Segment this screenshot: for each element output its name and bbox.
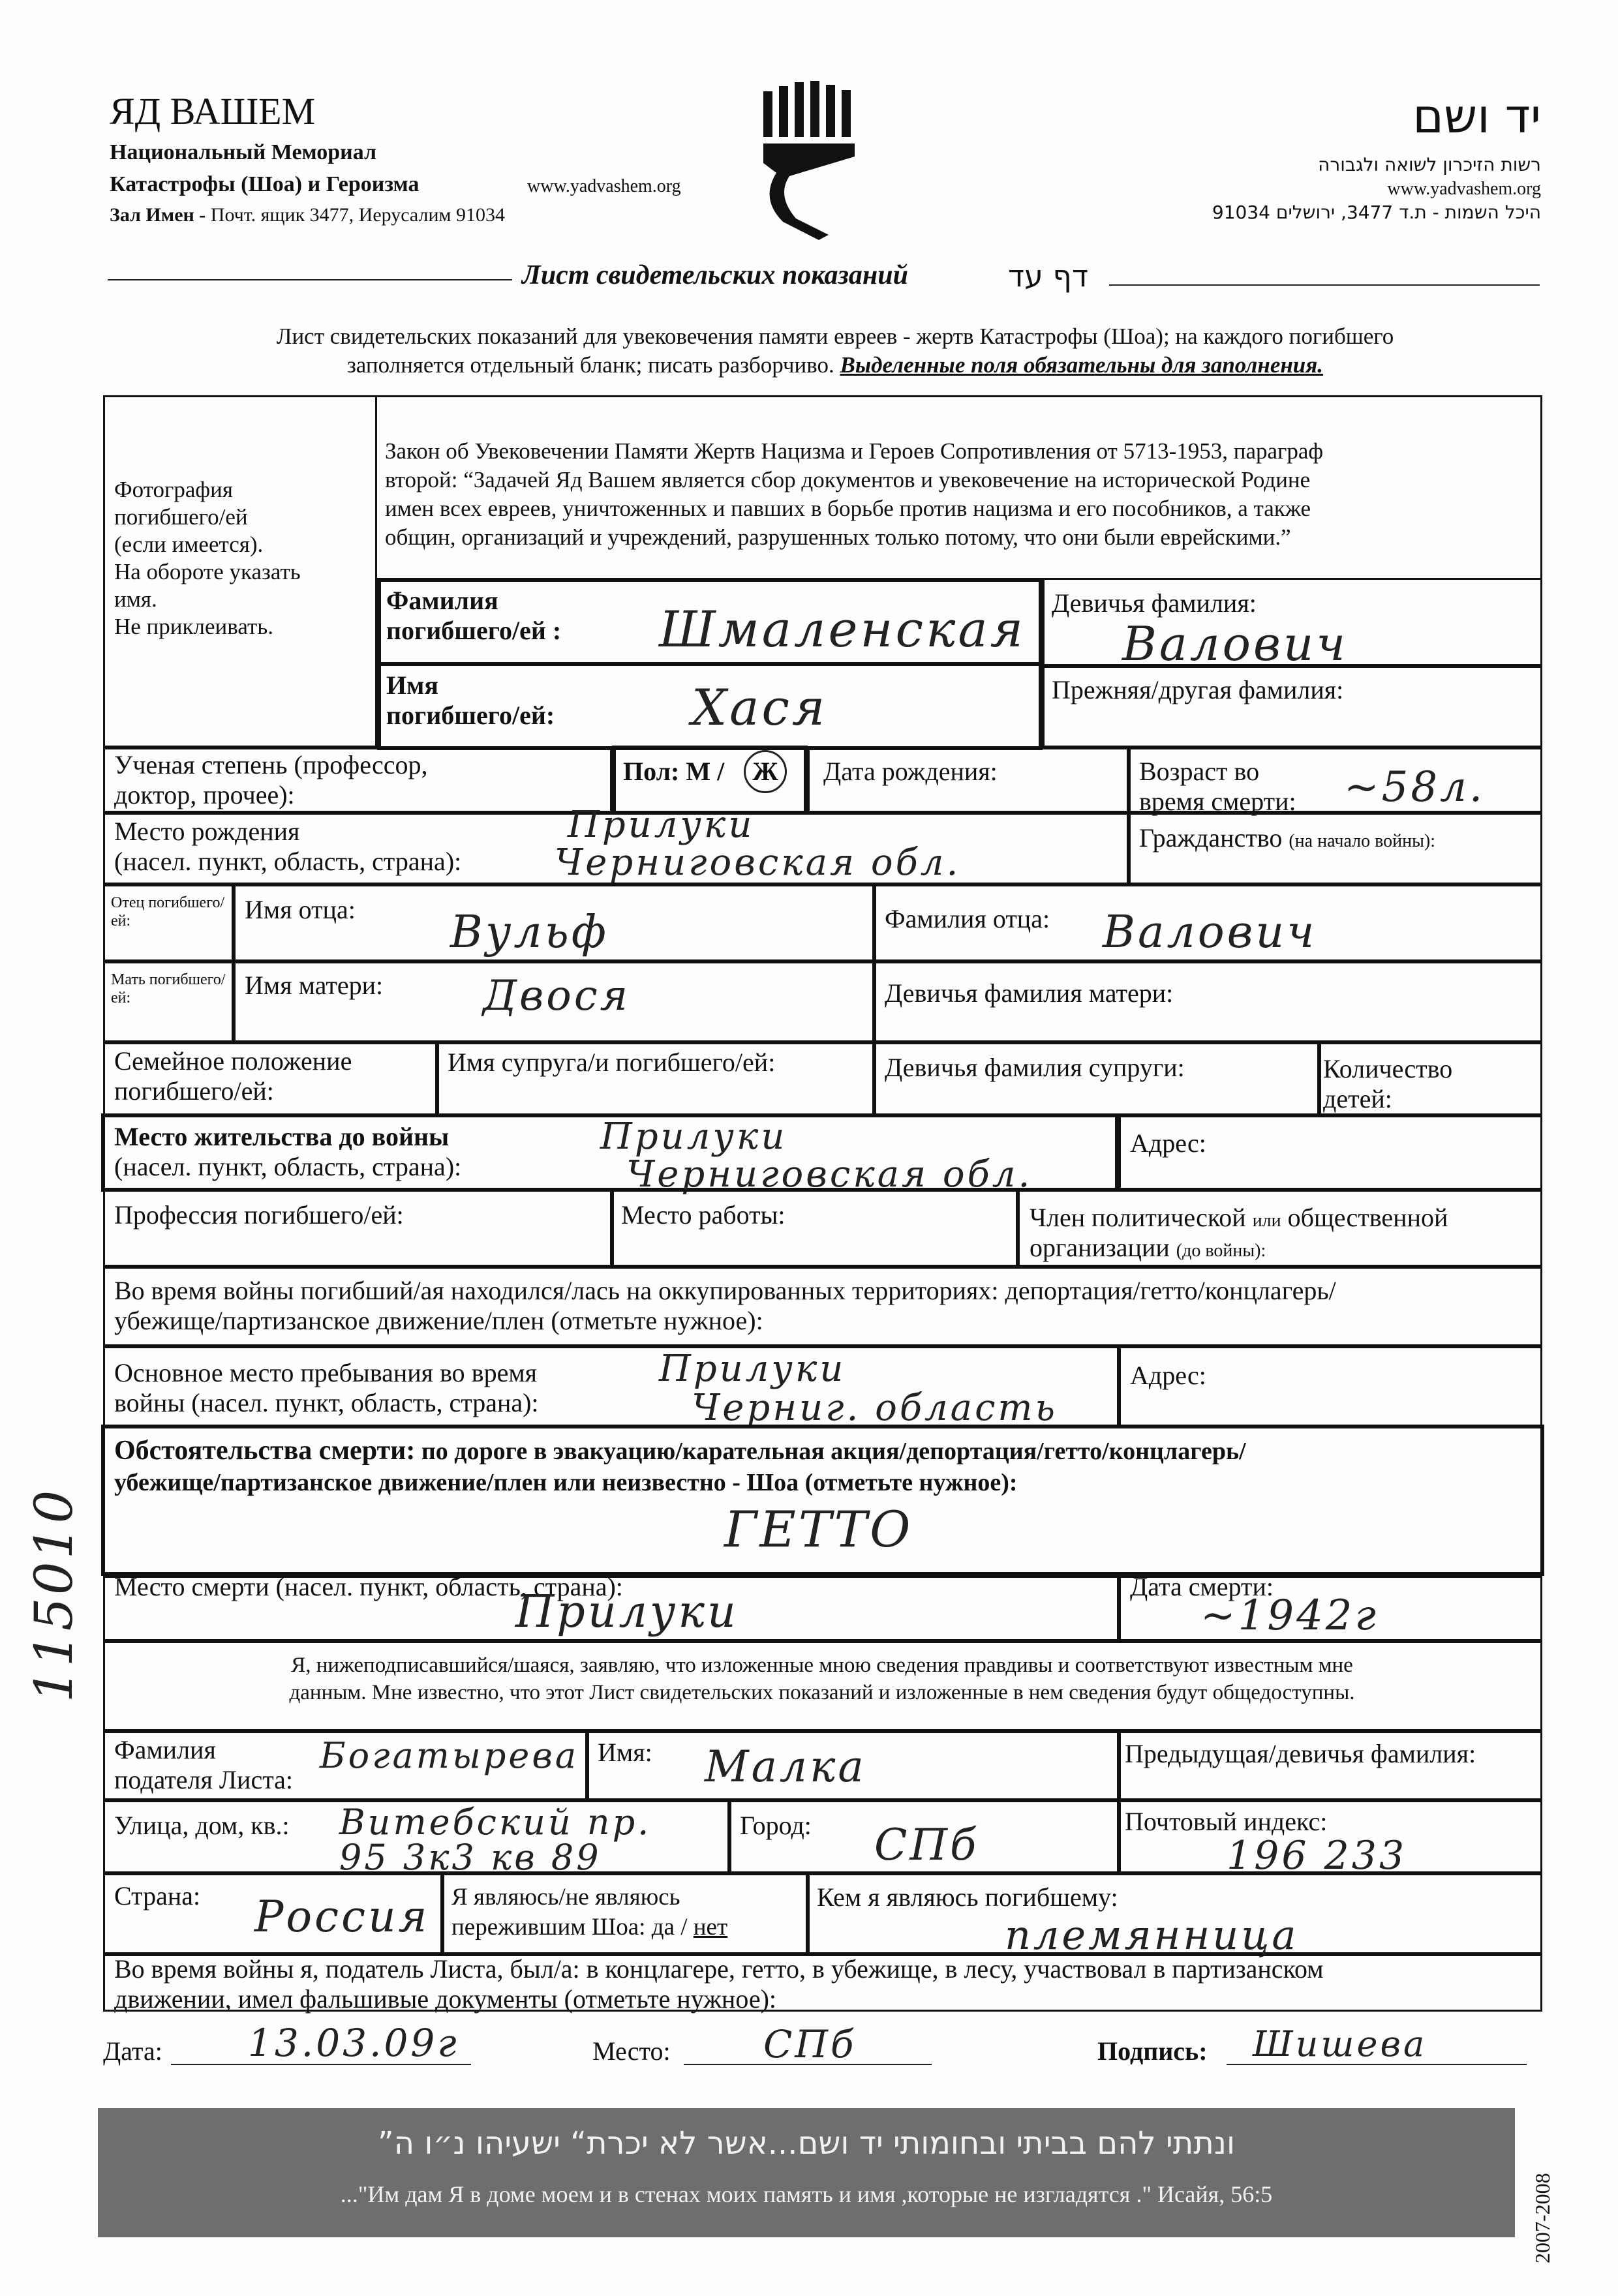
member-label-2b: (до войны):	[1176, 1241, 1266, 1261]
yad-vashem-logo-icon	[757, 78, 868, 241]
degree-label-1: Ученая степень (профессор,	[114, 750, 428, 779]
photo-line4: На обороте указать	[114, 559, 301, 584]
header-left	[110, 90, 762, 228]
org-line3-ru: Почт. ящик 3477, Иерусалим 91034	[210, 204, 506, 226]
photo-box-text	[114, 476, 301, 641]
death-circ-line1: по дороге в эвакуацию/карательная акция/депортация/гетто/концлагерь/	[421, 1438, 1246, 1465]
street-value-2: 95 3к3 кв 89	[339, 1837, 602, 1878]
survivor-label	[451, 1882, 727, 1942]
member-label-1c: общественной	[1287, 1203, 1448, 1232]
submitter-war-line1: Во время войны я, податель Листа, был/а: в концлагере, гетто, в убежище, в лесу, участвовал в партизанском	[114, 1954, 1324, 1984]
website-right: www.yadvashem.org	[1387, 179, 1541, 199]
surname-label	[386, 586, 561, 646]
wartime-line2: убежище/партизанское движение/плен (отметьте нужное):	[114, 1306, 763, 1335]
org-line3-row	[110, 202, 762, 228]
dob-label: Дата рождения:	[823, 757, 998, 786]
law-text	[385, 437, 1533, 552]
birthplace-label-1: Место рождения	[114, 817, 300, 846]
submitter-name-label: Имя:	[598, 1738, 652, 1767]
law-line4: общин, организаций и учреждений, разрушенных только потому, что они были еврейскими.”	[385, 524, 1291, 550]
footer-banner	[98, 2108, 1515, 2237]
wartime-line1: Во время войны погибший/ая находился/лась на оккупированных территориях: депортация/гетто/концлагерь/	[114, 1276, 1336, 1305]
law-line2: второй: “Задачей Яд Вашем является сбор документов и увековечение на исторической Родине	[385, 467, 1311, 492]
city-value: СПб	[874, 1820, 979, 1870]
father-surname-label: Фамилия отца:	[885, 904, 1050, 933]
death-circ-bold: Обстоятельства смерти:	[114, 1436, 416, 1466]
submitter-surname-label-2: подателя Листа:	[114, 1765, 294, 1794]
margin-note-text: 115010	[23, 1487, 84, 1702]
photo-line6: Не приклеивать.	[114, 614, 273, 639]
mainplace-label-1: Основное место пребывания во время	[114, 1358, 538, 1387]
birthplace-label-2: (насел. пункт, область, страна):	[114, 847, 462, 876]
declaration-line2: данным. Мне известно, что этот Лист свидетельских показаний и изложенные в нем сведения будут общедоступны.	[289, 1681, 1355, 1704]
photo-line3: (если имеется).	[114, 532, 264, 557]
margin-note	[20, 1468, 85, 1702]
mother-name-value: Двося	[483, 972, 631, 1020]
maiden-label: Девичья фамилия:	[1052, 588, 1257, 618]
degree-label	[114, 750, 427, 810]
degree-label-2: доктор, прочее):	[114, 780, 295, 809]
submitter-surname-value: Богатырева	[320, 1735, 579, 1776]
declaration-text	[114, 1652, 1530, 1706]
wartime-text	[114, 1276, 1336, 1336]
marital-label-2: погибшего/ей:	[114, 1076, 274, 1106]
intro-line2-emph: Выделенные поля обязательны для заполнения.	[840, 352, 1324, 378]
sex-value	[744, 750, 787, 793]
signature-value: Шишева	[1253, 2023, 1427, 2064]
father-name-label: Имя отца:	[245, 895, 356, 924]
member-line2	[1030, 1233, 1448, 1263]
mainplace-label	[114, 1358, 539, 1418]
residence-label	[114, 1122, 461, 1182]
firstname-label-1: Имя	[386, 671, 438, 700]
title-rule-left	[108, 279, 512, 280]
street-value-1: Витебский пр.	[339, 1802, 652, 1843]
mother-name-label: Имя матери:	[245, 971, 384, 1000]
citizenship-label-row	[1139, 823, 1435, 853]
death-circ-value: ГЕТТО	[724, 1500, 913, 1558]
org-title-he: יד ושם	[1412, 89, 1541, 144]
org-line3-bold: Зал Имен -	[110, 204, 206, 226]
title-rule-right	[1109, 284, 1540, 286]
citizenship-note: (на начало войны):	[1289, 831, 1436, 851]
marital-label-1: Семейное положение	[114, 1046, 352, 1076]
age-label-1: Возраст во	[1139, 757, 1260, 786]
deathdate-value: ~1942г	[1200, 1592, 1379, 1640]
sex-value-text: Ж	[752, 757, 778, 786]
submitter-name-value: Малка	[705, 1742, 866, 1792]
residence-value-1: Прилуки	[600, 1115, 787, 1158]
deathplace-label: Место смерти (насел. пункт, область, страна):	[114, 1572, 623, 1601]
form-title-he: דף עד	[1008, 258, 1089, 294]
member-label-1a: Член политической	[1030, 1203, 1246, 1232]
address-label: Адрес:	[1130, 1128, 1206, 1158]
website-left: www.yadvashem.org	[527, 176, 681, 196]
intro-text	[130, 322, 1540, 380]
intro-line2: заполняется отдельный бланк; писать разборчиво.	[346, 352, 834, 378]
father-tag: Отец погибшего/ ей:	[111, 894, 225, 929]
survivor-label-2: пережившим Шоа: да /	[451, 1914, 688, 1941]
death-circ-line1-row	[114, 1435, 1246, 1467]
birthplace-label	[114, 817, 461, 877]
residence-label-1: Место жительства до войны	[114, 1122, 450, 1151]
children-label	[1323, 1054, 1452, 1114]
submitter-war-line2: движении, имел фальшивые документы (отметьте нужное):	[114, 1984, 776, 2014]
org-title-ru: ЯД ВАШЕМ	[110, 90, 316, 132]
hebrew-quote: ”ונתתי להם בביתי ובחומותי יד ושם...אשר לא יכרת“ ישעיהו נ״ו ה	[377, 2125, 1236, 2162]
deathdate-label: Дата смерти:	[1130, 1572, 1274, 1601]
prev-surname-label: Прежняя/другая фамилия:	[1052, 675, 1344, 704]
year-code	[1527, 2146, 1566, 2263]
father-name-value: Вульф	[450, 907, 609, 958]
surname-value: Шмаленская	[659, 600, 1026, 658]
mother-maiden-label: Девичья фамилия матери:	[885, 978, 1174, 1008]
workplace-label: Место работы:	[621, 1200, 786, 1230]
father-surname-value: Валович	[1103, 907, 1317, 958]
mother-tag: Мать погибшего/ ей:	[111, 971, 226, 1006]
place-label: Место:	[592, 2036, 671, 2066]
declaration-line1: Я, нижеподписавшийся/шаяся, заявляю, что изложенные мною сведения правдивы и соответствуют известным мне	[291, 1654, 1353, 1677]
citizenship-label: Гражданство	[1139, 823, 1283, 853]
intro-line1: Лист свидетельских показаний для увековечения памяти евреев - жертв Катастрофы (Шоа); на каждого погибшего	[276, 324, 1394, 349]
spouse-name-label: Имя супруга/и погибшего/ей:	[448, 1048, 776, 1077]
org-line1-ru: Национальный Мемориал	[110, 140, 377, 164]
survivor-label-1: Я являюсь/не являюсь	[451, 1884, 680, 1911]
street-label: Улица, дом, кв.:	[114, 1811, 290, 1840]
submitter-surname-label-1: Фамилия	[114, 1735, 216, 1764]
photo-line2: погибшего/ей	[114, 504, 248, 530]
birthplace-value-2: Черниговская обл.	[555, 841, 961, 884]
marital-label	[114, 1046, 352, 1106]
death-circ-text	[114, 1435, 1246, 1498]
country-value: Россия	[254, 1892, 430, 1942]
photo-line1: Фотография	[114, 477, 233, 502]
member-label	[1030, 1203, 1448, 1263]
deathplace-value: Прилуки	[515, 1586, 739, 1638]
header-right	[1019, 90, 1541, 224]
org-line1-he: רשות הזיכרון לשואה ולגבורה	[1318, 154, 1541, 175]
relation-label: Кем я являюсь погибшему:	[817, 1882, 1118, 1912]
address2-label: Адрес:	[1130, 1361, 1206, 1390]
mainplace-label-2: войны (насел. пункт, область, страна):	[114, 1388, 539, 1417]
intro-line2-row	[130, 351, 1540, 380]
survivor-value: нет	[693, 1914, 728, 1941]
maiden-value: Валович	[1122, 616, 1349, 671]
year-code-text: 2007-2008	[1531, 2173, 1554, 2263]
death-circ-line2: убежище/партизанское движение/плен или неизвестно - Шоа (отметьте нужное):	[114, 1469, 1018, 1496]
mainplace-value-1: Прилуки	[659, 1348, 846, 1390]
children-label-1: Количество	[1323, 1054, 1453, 1083]
zip-value: 196 233	[1227, 1833, 1407, 1879]
children-label-2: детей:	[1323, 1084, 1392, 1113]
mainplace-value-2: Черниг. область	[692, 1387, 1058, 1429]
place-value: СПб	[763, 2022, 857, 2066]
signature-label: Подпись:	[1097, 2036, 1208, 2066]
org-line3-he: היכל השמות - ת.ד 3477, ירושלים 91034	[1212, 202, 1541, 223]
photo-line5: имя.	[114, 586, 157, 612]
firstname-label	[386, 671, 555, 731]
member-line1	[1030, 1203, 1448, 1233]
spouse-maiden-label: Девичья фамилия супруги:	[885, 1053, 1185, 1082]
profession-label: Профессия погибшего/ей:	[114, 1200, 404, 1230]
residence-value-2: Черниговская обл.	[626, 1153, 1033, 1196]
org-line2-row	[110, 167, 762, 202]
survivor-line2	[451, 1912, 727, 1942]
russian-quote: ..."Им дам Я в доме моем и в стенах моих память и имя ,которые не изгладятся ." Исайя, 56:5	[340, 2181, 1273, 2207]
date-label: Дата:	[103, 2036, 162, 2066]
birthplace-value-1: Прилуки	[568, 804, 755, 846]
surname-label-1: Фамилия	[386, 586, 498, 615]
city-label: Город:	[740, 1811, 812, 1840]
firstname-value: Хася	[692, 678, 828, 736]
firstname-label-2: погибшего/ей:	[386, 701, 555, 730]
age-label-2: время смерти:	[1139, 787, 1296, 816]
surname-label-2: погибшего/ей :	[386, 616, 562, 645]
law-line3: имен всех евреев, уничтоженных и павших в борьбе против нацизма и его пособников, а также	[385, 496, 1311, 521]
submitter-surname-label	[114, 1735, 293, 1795]
form-title-ru: Лист свидетельских показаний	[522, 260, 908, 290]
law-line1: Закон об Увековечении Памяти Жертв Нацизма и Героев Сопротивления от 5713-1953, параграф	[385, 438, 1324, 464]
zip-label: Почтовый индекс:	[1125, 1807, 1328, 1836]
member-label-2a: организации	[1030, 1233, 1170, 1262]
age-label	[1139, 757, 1296, 817]
submitter-prev-label: Предыдущая/девичья фамилия:	[1125, 1739, 1476, 1768]
relation-value: племянница	[1005, 1911, 1299, 1959]
org-line2-ru: Катастрофы (Шоа) и Героизма	[110, 172, 420, 196]
date-value: 13.03.09г	[248, 2021, 459, 2065]
age-value: ~58л.	[1344, 763, 1486, 811]
submitter-war-text	[114, 1954, 1324, 2014]
country-label: Страна:	[114, 1881, 201, 1911]
sex-label: Пол: М /	[623, 757, 725, 786]
residence-label-2: (насел. пункт, область, страна):	[114, 1152, 462, 1181]
member-label-1b: или	[1252, 1211, 1281, 1231]
